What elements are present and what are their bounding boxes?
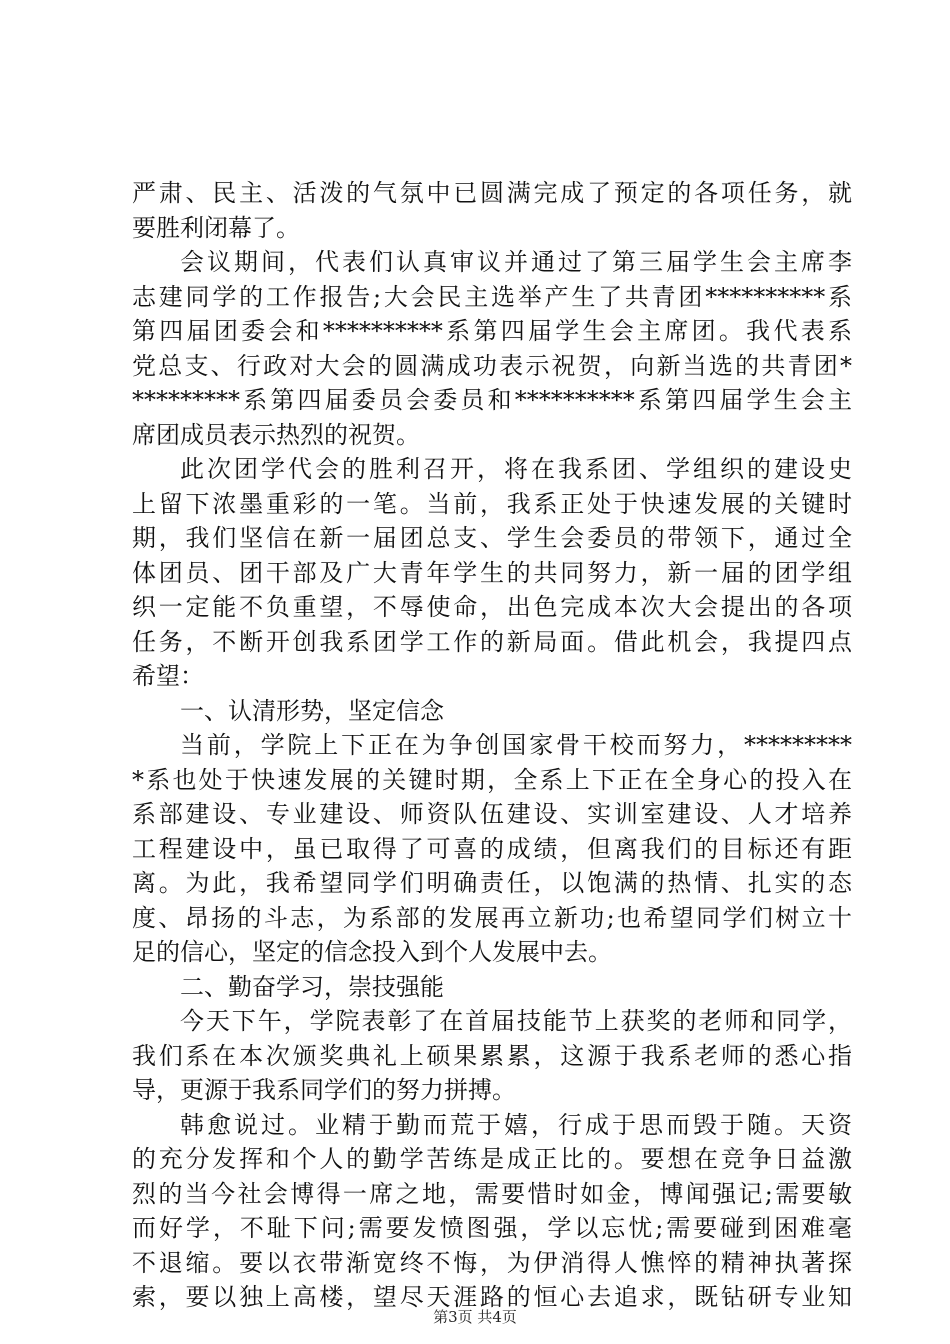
paragraph xyxy=(132,1004,852,1108)
text-line: *系也处于快速发展的关键时期，全系上下正在全身心的投入在 xyxy=(132,765,852,794)
document-body xyxy=(132,176,852,1315)
text-line: 一、认清形势，坚定信念 xyxy=(180,696,444,725)
text-line: 会议期间，代表们认真审议并通过了第三届学生会主席李 xyxy=(180,248,852,276)
text-line: 党总支、行政对大会的圆满成功表示祝贺，向新当选的共青团* xyxy=(132,351,852,380)
text-line: 工程建设中，虽已取得了可喜的成绩，但离我们的目标还有距 xyxy=(132,834,852,863)
text-line: 导，更源于我系同学们的努力拼搏。 xyxy=(132,1076,516,1104)
text-line: 烈的当今社会博得一席之地，需要惜时如金，博闻强记;需要敏 xyxy=(132,1179,852,1208)
paragraph xyxy=(132,452,852,694)
text-line: 二、勤奋学习，崇技强能 xyxy=(180,972,444,1001)
text-line: 当前，学院上下正在为争创国家骨干校而努力，********* xyxy=(180,731,852,759)
text-line: 要胜利闭幕了。 xyxy=(132,213,300,242)
text-line: 离。为此，我希望同学们明确责任，以饱满的热情、扎实的态 xyxy=(132,869,852,897)
text-line: 期，我们坚信在新一届团总支、学生会委员的带领下，通过全 xyxy=(132,524,852,552)
text-line: 织一定能不负重望，不辱使命，出色完成本次大会提出的各项 xyxy=(132,593,852,621)
text-line: 严肃、民主、活泼的气氛中已圆满完成了预定的各项任务，就 xyxy=(132,179,852,207)
text-line: 今天下午，学院表彰了在首届技能节上获奖的老师和同学， xyxy=(180,1007,852,1035)
text-line: 索，要以独上高楼，望尽天涯路的恒心去追求，既钻研专业知 xyxy=(132,1283,852,1311)
text-line: 足的信心，坚定的信念投入到个人发展中去。 xyxy=(132,938,612,966)
text-line: 而好学，不耻下问;需要发愤图强，学以忘忧;需要碰到困难毫 xyxy=(132,1214,852,1242)
text-line: 度、昂扬的斗志，为系部的发展再立新功;也希望同学们树立十 xyxy=(132,903,852,932)
paragraph xyxy=(132,728,852,970)
section-heading xyxy=(132,970,852,1005)
text-line: 希望： xyxy=(132,662,204,690)
text-line: 志建同学的工作报告;大会民主选举产生了共青团**********系 xyxy=(132,282,852,311)
text-line: 此次团学代会的胜利召开，将在我系团、学组织的建设史 xyxy=(180,455,852,483)
text-line: 第四届团委会和**********系第四届学生会主席团。我代表系 xyxy=(132,317,852,345)
paragraph xyxy=(132,245,852,452)
text-line: *********系第四届委员会委员和**********系第四届学生会主 xyxy=(132,386,852,414)
text-line: 系部建设、专业建设、师资队伍建设、实训室建设、人才培养 xyxy=(132,800,852,828)
page-number-footer: 第3页 共4页 xyxy=(433,1308,517,1326)
text-line: 的充分发挥和个人的勤学苦练是成正比的。要想在竞争日益激 xyxy=(132,1145,852,1173)
text-line: 上留下浓墨重彩的一笔。当前，我系正处于快速发展的关键时 xyxy=(132,489,852,518)
text-line: 体团员、团干部及广大青年学生的共同努力，新一届的团学组 xyxy=(132,558,852,587)
paragraph xyxy=(132,1108,852,1315)
text-line: 我们系在本次颁奖典礼上硕果累累，这源于我系老师的悉心指 xyxy=(132,1041,852,1070)
text-line: 席团成员表示热烈的祝贺。 xyxy=(132,420,420,449)
text-line: 任务，不断开创我系团学工作的新局面。借此机会，我提四点 xyxy=(132,627,852,656)
paragraph xyxy=(132,176,852,245)
section-heading xyxy=(132,694,852,729)
text-line: 韩愈说过。业精于勤而荒于嬉，行成于思而毁于随。天资 xyxy=(180,1110,852,1139)
text-line: 不退缩。要以衣带渐宽终不悔，为伊消得人憔悴的精神执著探 xyxy=(132,1248,852,1277)
